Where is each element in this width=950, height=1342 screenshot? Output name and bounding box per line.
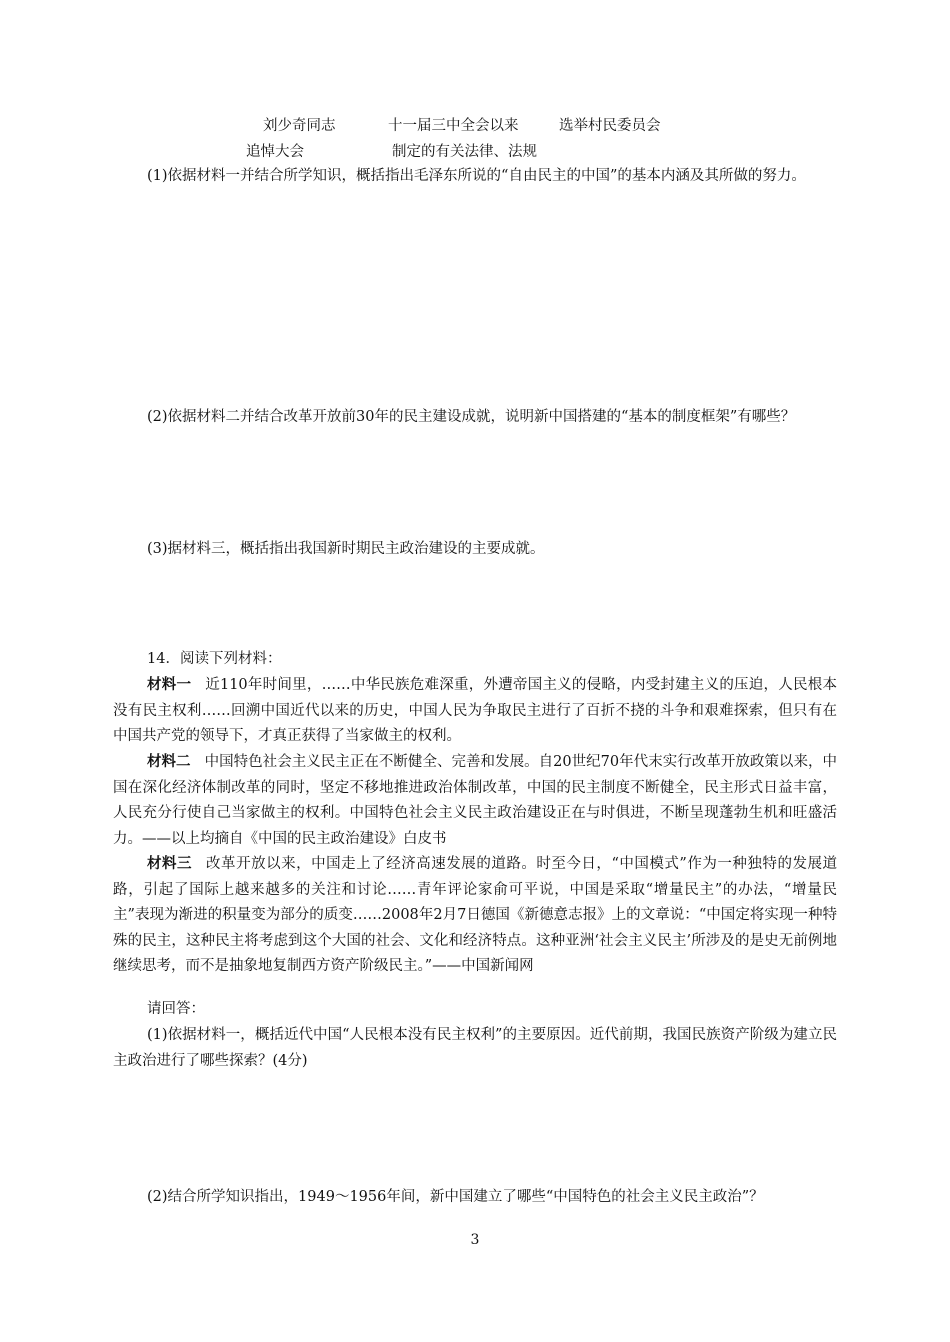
page-number: 3 bbox=[470, 1232, 480, 1248]
q13-part1: (1)依据材料一并结合所学知识，概括指出毛泽东所说的“自由民主的中国”的基本内涵及其所做的努力。 bbox=[147, 168, 806, 184]
material-2-label: 材料二 bbox=[147, 754, 191, 770]
q14-title: 14．阅读下列材料： bbox=[147, 651, 282, 667]
q13-part3: (3)据材料三，概括指出我国新时期民主政治建设的主要成就。 bbox=[147, 541, 545, 557]
material-1-label: 材料一 bbox=[147, 677, 192, 693]
material-3-label: 材料三 bbox=[147, 856, 193, 872]
q14-material-1: 材料一 近110年时间里，……中华民族危难深重，外遭帝国主义的侵略，内受封建主义的压迫，人民根本没有民主权利……回溯中国近代以来的历史，中国人民为争取民主进行了百折不挠的斗争和艰难探索，但只有在中国共产党的领导下，才真正获得了当家做主的权利。 bbox=[113, 677, 837, 745]
caption-village-committee: 选举村民委员会 bbox=[559, 118, 661, 134]
caption-liu-shaoqi: 刘少奇同志 bbox=[263, 118, 336, 134]
caption-memorial: 追悼大会 bbox=[246, 144, 304, 160]
q14-material-2: 材料二 中国特色社会主义民主正在不断健全、完善和发展。自20世纪70年代末实行改革开放政策以来，中国在深化经济体制改革的同时，坚定不移地推进政治体制改革，中国的民主制度不断健全，民主形式日益丰富，人民充分行使自己当家做主的权利。中国特色社会主义民主政治建设正在与时俱进，不断呈现蓬勃生机和旺盛活力。——以上均摘自《中国的民主政治建设》白皮书 bbox=[113, 754, 837, 847]
caption-third-plenum: 十一届三中全会以来 bbox=[388, 118, 519, 134]
q14-material-3: 材料三 改革开放以来，中国走上了经济高速发展的道路。时至今日，“中国模式”作为一种独特的发展道路，引起了国际上越来越多的关注和讨论……青年评论家俞可平说，中国是采取“增量民主”的办法，“增量民主”表现为渐进的积量变为部分的质变……2008年2月7日德国《新德意志报》上的文章说：“中国定将实现一种特殊的民主，这种民主将考虑到这个大国的社会、文化和经济特点。这种亚洲‘社会主义民主’所涉及的是史无前例地继续思考，而不是抽象地复制西方资产阶级民主。”——中国新闻网 bbox=[113, 856, 837, 975]
q14-part1: (1)依据材料一，概括近代中国“人民根本没有民主权利”的主要原因。近代前期，我国民族资产阶级为建立民主政治进行了哪些探索？(4分) bbox=[113, 1027, 837, 1069]
q14-ask: 请回答： bbox=[147, 1001, 205, 1017]
q13-part2: (2)依据材料二并结合改革开放前30年的民主建设成就，说明新中国搭建的“基本的制度框架”有哪些？ bbox=[147, 409, 796, 425]
caption-laws: 制定的有关法律、法规 bbox=[392, 144, 537, 160]
q14-part2: (2)结合所学知识指出，1949～1956年间，新中国建立了哪些“中国特色的社会主义民主政治”？ bbox=[147, 1189, 764, 1205]
